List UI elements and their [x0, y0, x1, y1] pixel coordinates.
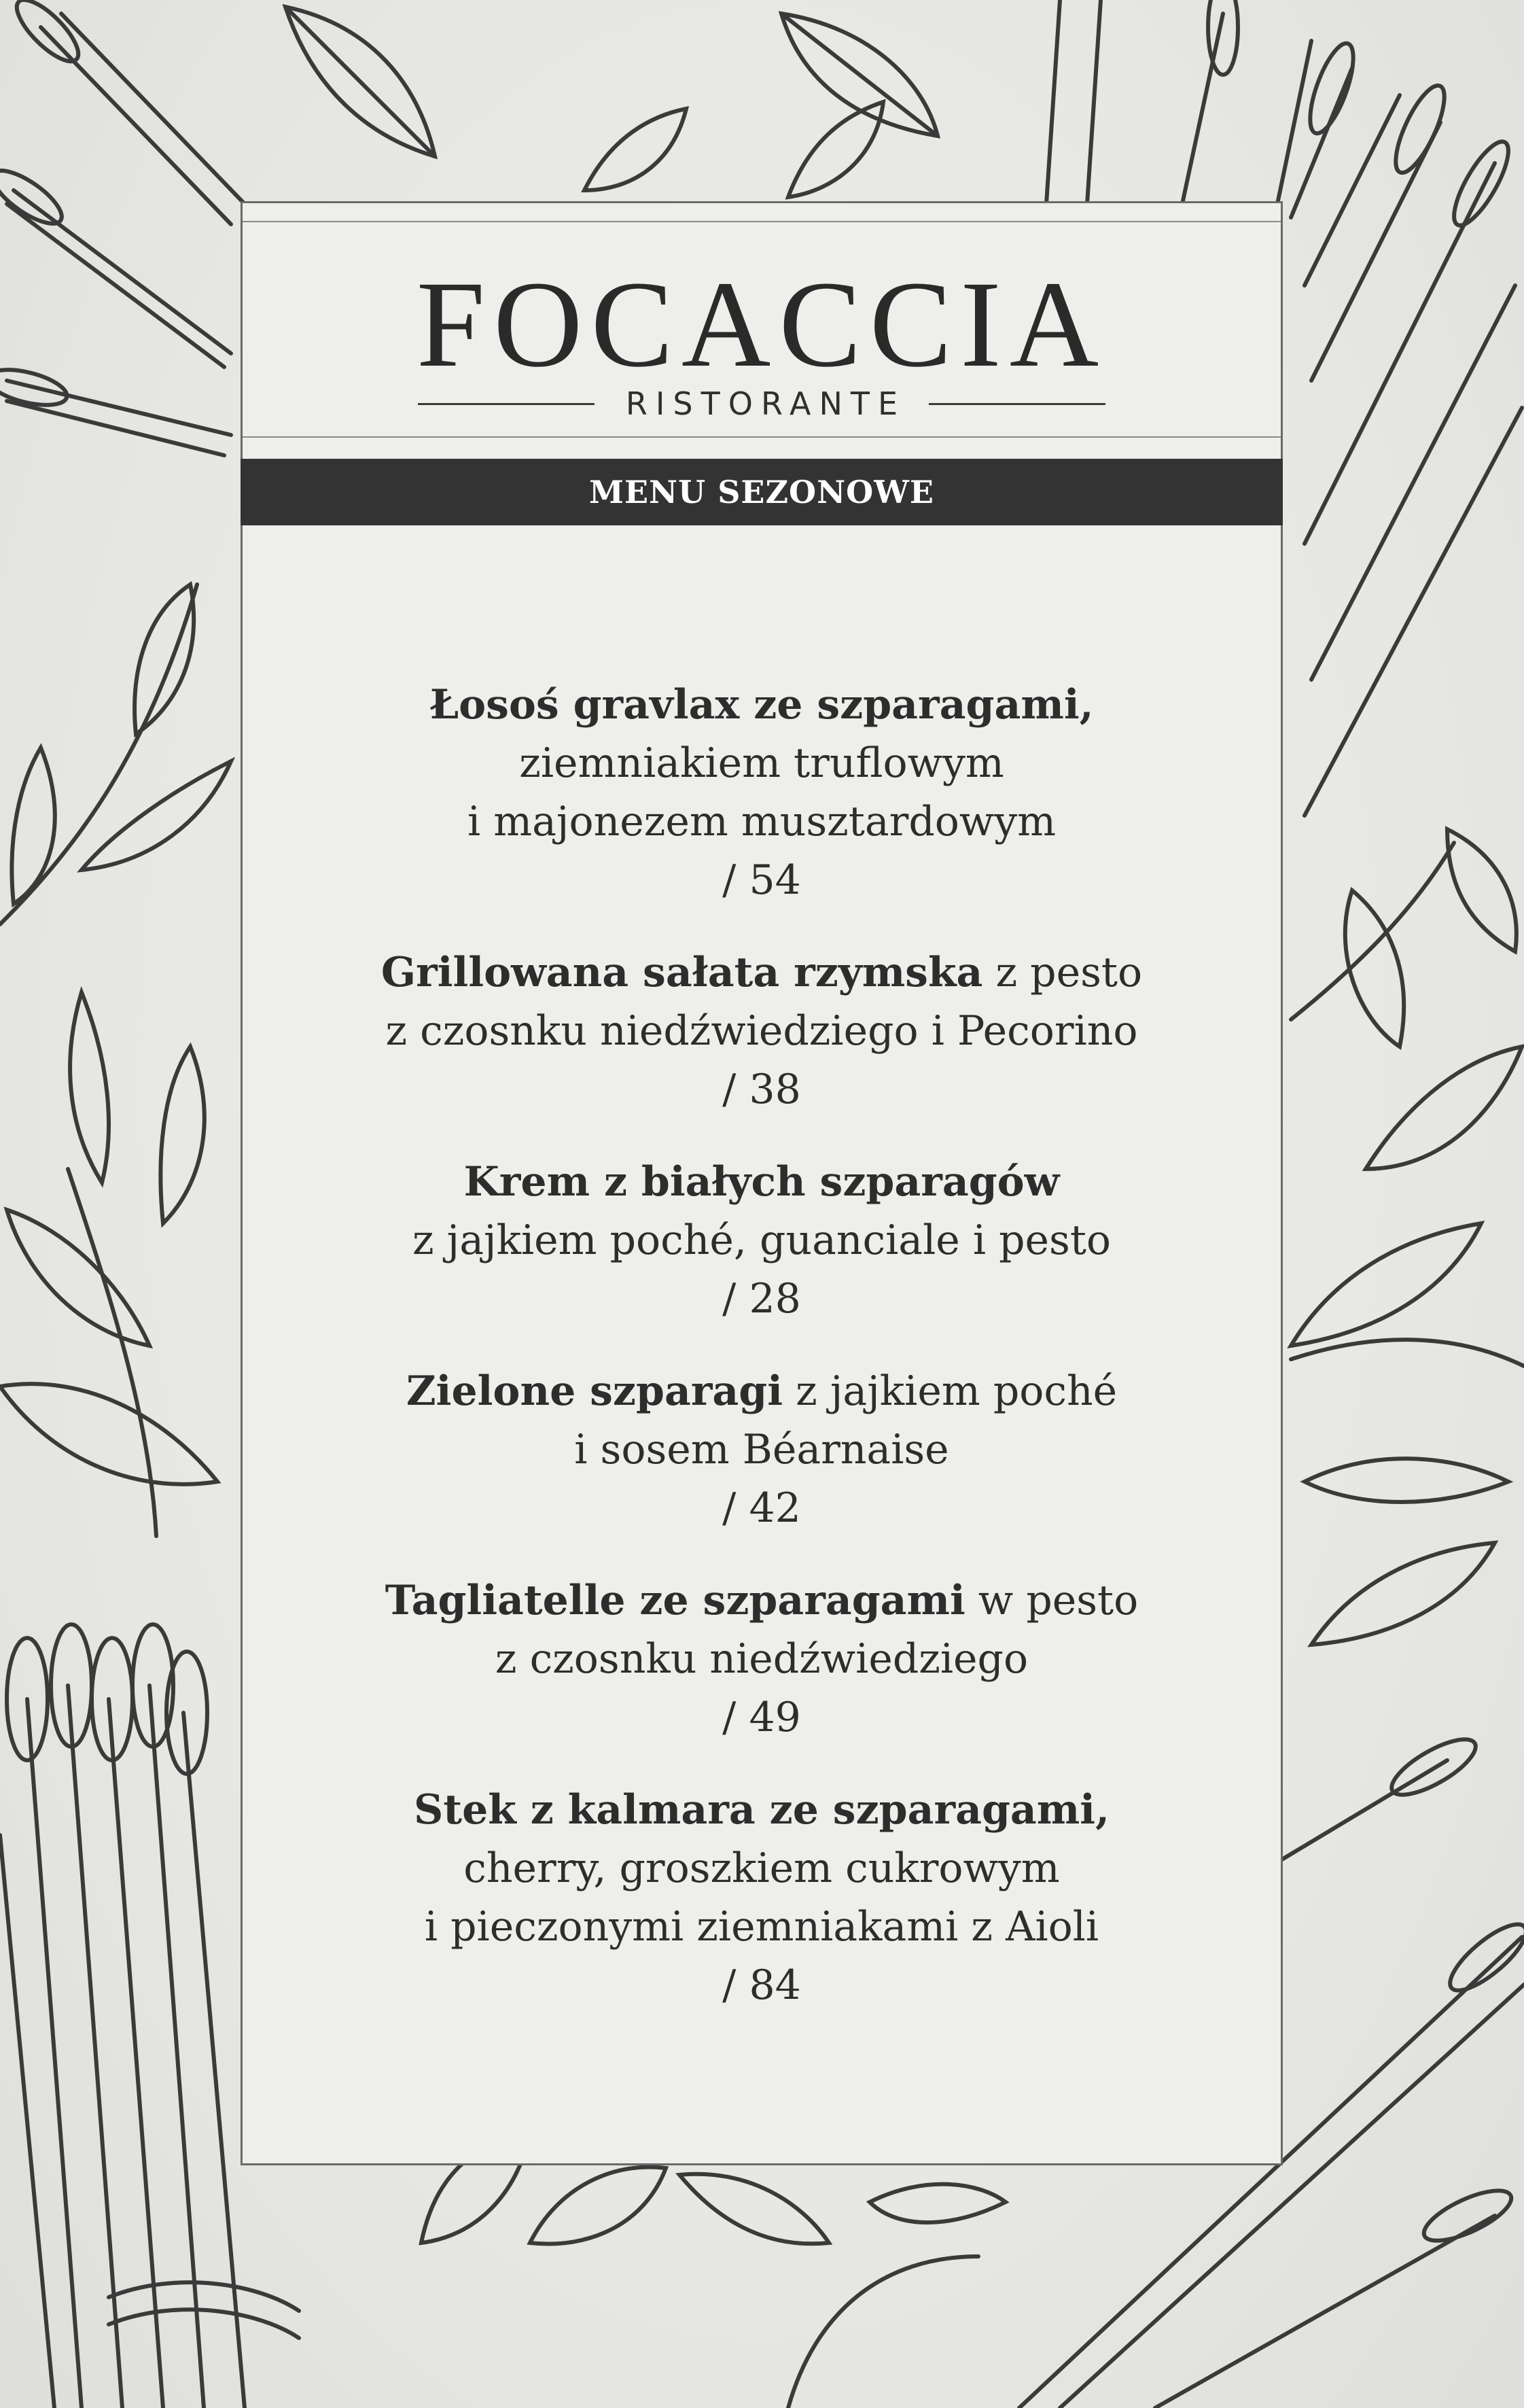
dish-price: / 42 [722, 1484, 801, 1532]
leaf-icon [421, 2134, 1006, 2408]
menu-card [241, 201, 1283, 2165]
dish-price: / 28 [722, 1275, 801, 1323]
dish-description: i sosem Béarnaise [574, 1426, 949, 1473]
divider-line [929, 403, 1105, 405]
dish-description: w pesto [965, 1577, 1139, 1624]
leaf-icon [285, 7, 938, 197]
dish-name: Tagliatelle ze szparagami [385, 1577, 965, 1624]
menu-items [243, 676, 1281, 2014]
dish-description: i pieczonymi ziemniakami z Aioli [424, 1903, 1099, 1951]
dish-price: / 54 [722, 856, 801, 904]
dish-description: cherry, groszkiem cukrowym [463, 1845, 1060, 1892]
section-title: MENU SEZONOWE [241, 459, 1283, 525]
dish-description: z jajkiem poché, guanciale i pesto [412, 1217, 1112, 1264]
dish-description: z czosnku niedźwiedziego i Pecorino [385, 1007, 1138, 1055]
brand-name: FOCACCIA [416, 256, 1107, 393]
menu-item [243, 1781, 1281, 2014]
dish-price: / 38 [722, 1066, 801, 1113]
dish-description: ziemniakiem truflowym [519, 739, 1004, 787]
dish-description: i majonezem musztardowym [467, 798, 1057, 845]
brand-subtitle: RISTORANTE [625, 385, 906, 422]
menu-item [243, 1571, 1281, 1747]
divider-line [418, 403, 595, 405]
asparagus-icon [0, 0, 245, 455]
leaf-branch-icon [0, 584, 231, 1536]
dish-name: Łosoś gravlax ze szparagami, [429, 681, 1094, 729]
brand-subtitle-row [243, 383, 1281, 424]
menu-item [243, 1362, 1281, 1537]
dish-name: Grillowana sałata rzymska [380, 949, 983, 996]
dish-price: / 84 [722, 1961, 801, 2009]
dish-name: Stek z kalmara ze szparagami, [414, 1786, 1110, 1834]
dish-description: z czosnku niedźwiedziego [495, 1635, 1029, 1683]
brand-header [243, 221, 1281, 438]
menu-item [243, 676, 1281, 909]
menu-item [243, 1153, 1281, 1328]
dish-description: z jajkiem poché [783, 1367, 1118, 1415]
menu-item [243, 943, 1281, 1119]
dish-price: / 49 [722, 1694, 801, 1741]
leaf-branch-icon [1291, 829, 1524, 1645]
dish-name: Zielone szparagi [406, 1367, 783, 1415]
dish-name: Krem z białych szparagów [463, 1158, 1060, 1206]
dish-description: z pesto [982, 949, 1143, 996]
